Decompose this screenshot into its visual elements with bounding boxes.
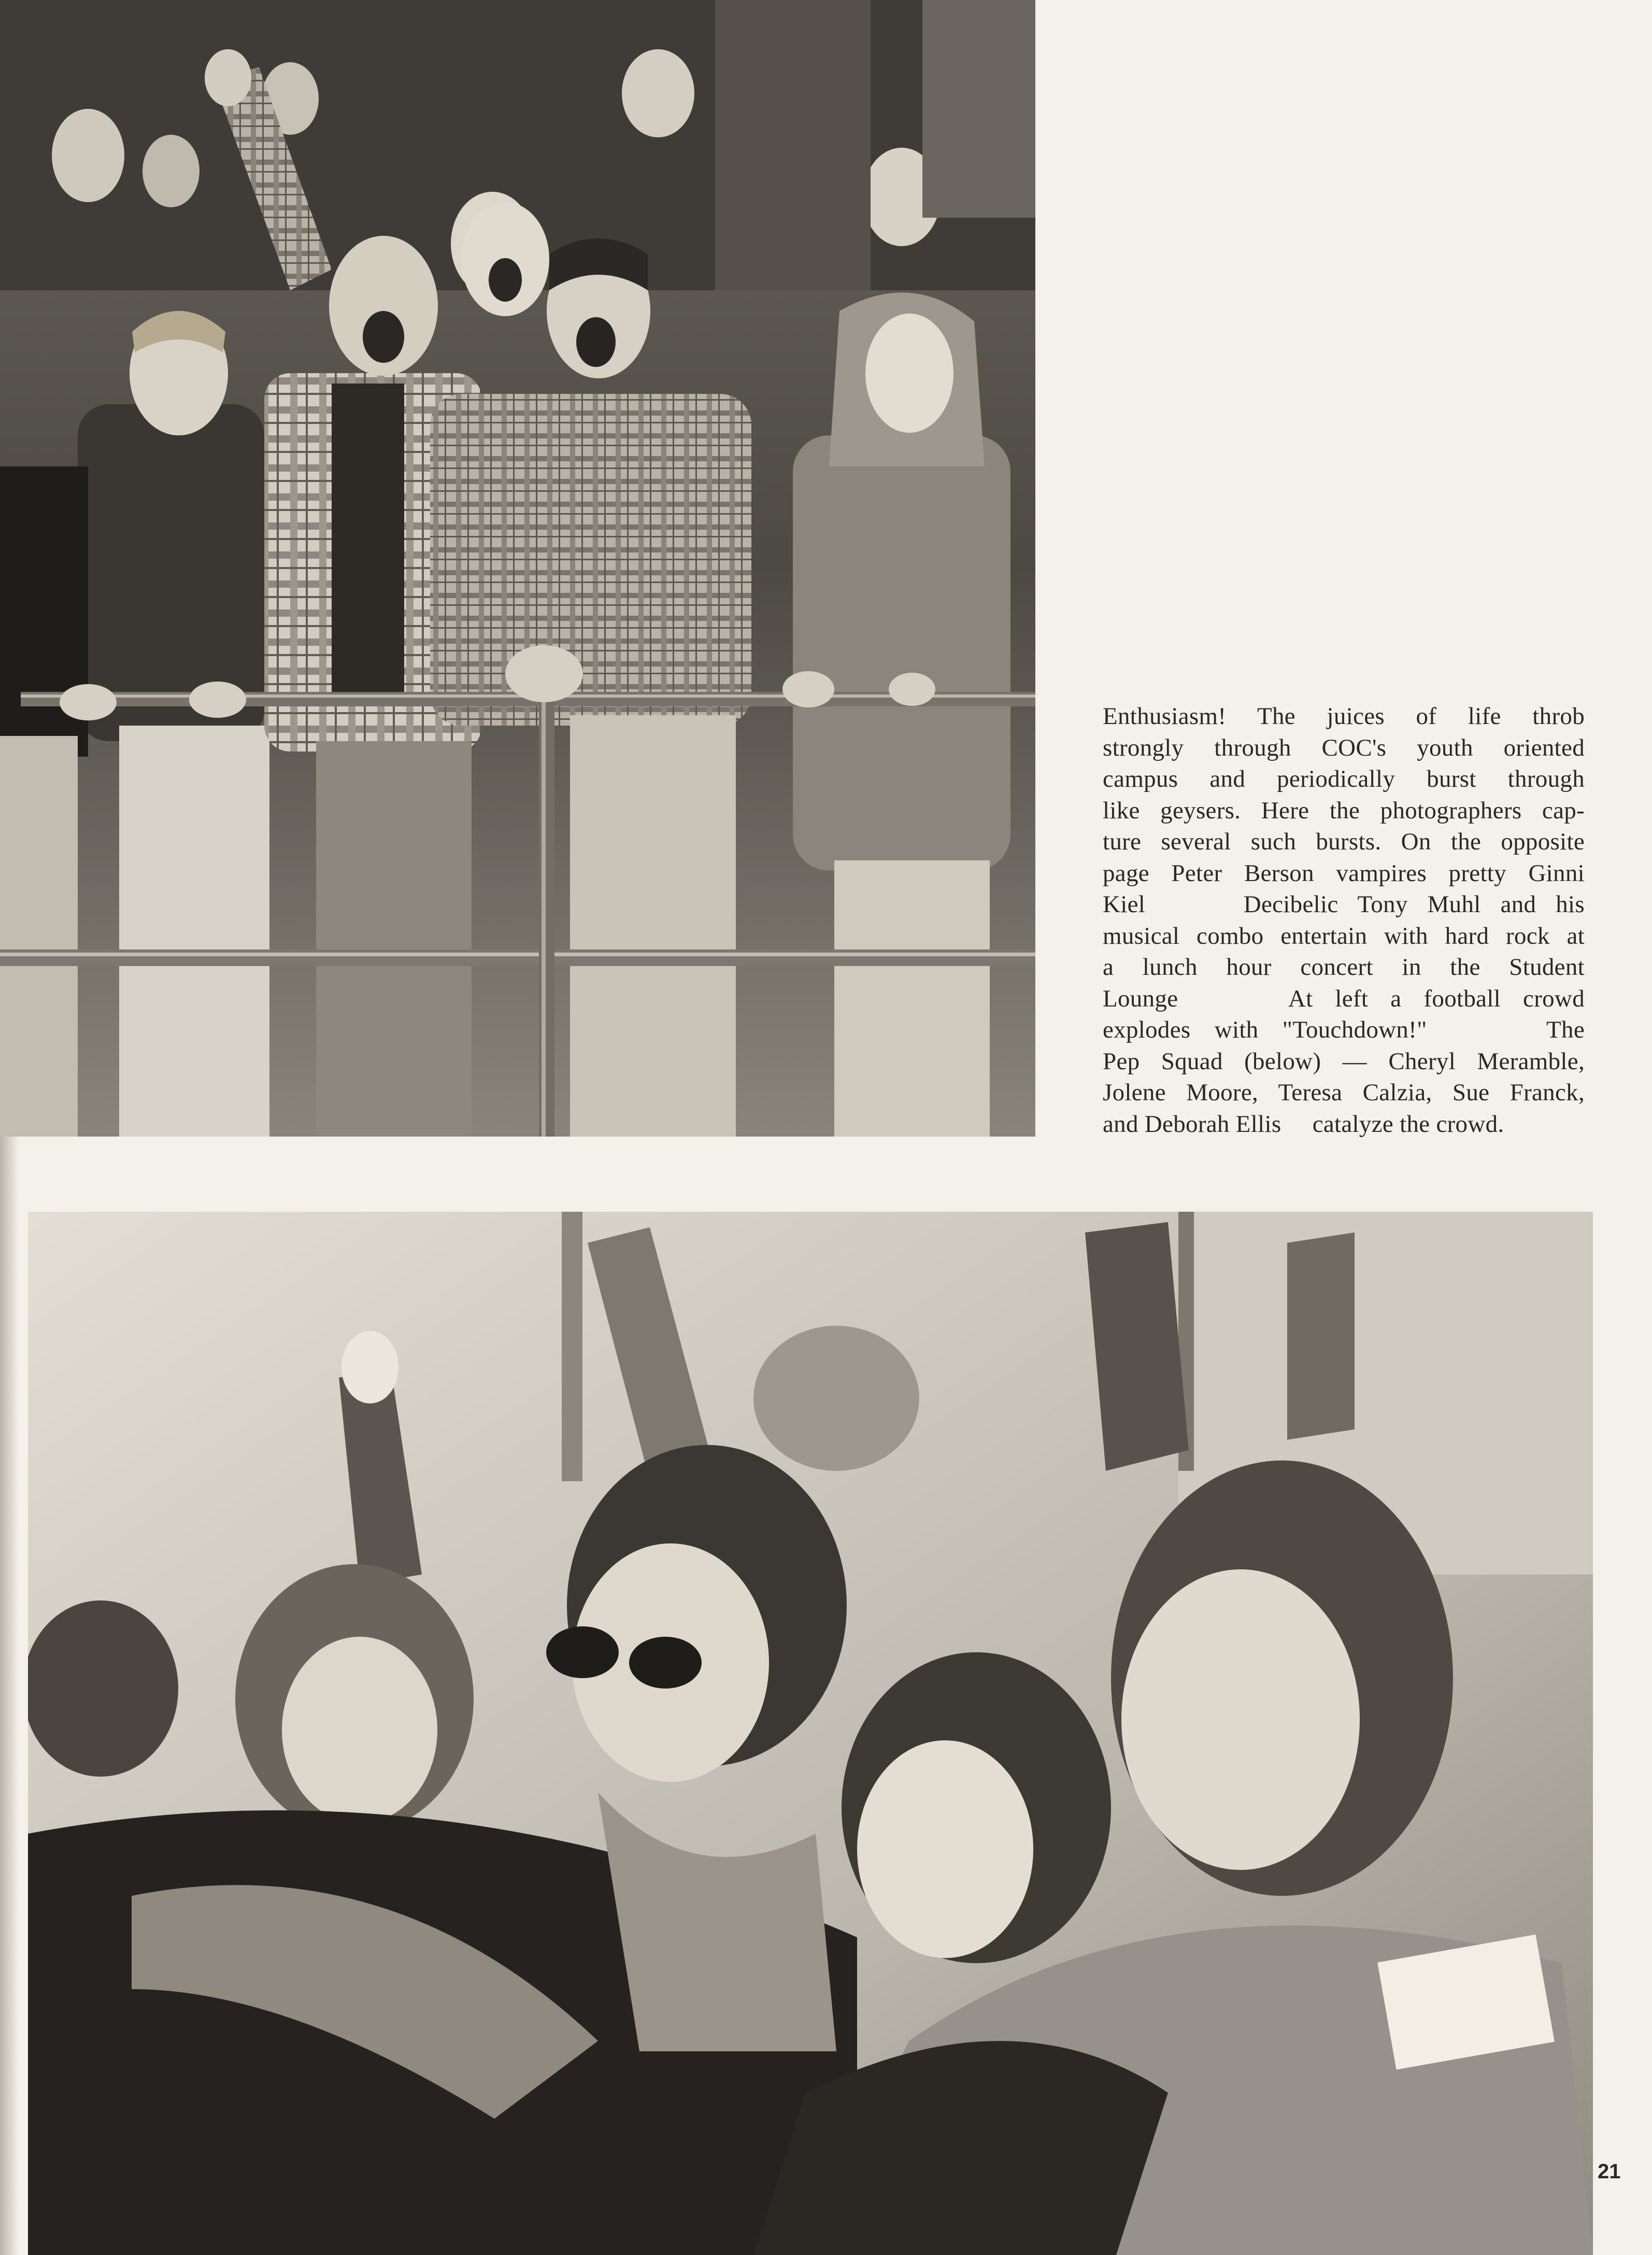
caption-line: Pep Squad (below) — Cheryl Meramble,	[1103, 1047, 1585, 1075]
photo-caption	[1103, 701, 1585, 1140]
caption-line: explodes with "Touchdown!" The	[1103, 1016, 1585, 1043]
caption-line: musical combo entertain with hard rock at	[1103, 922, 1585, 949]
crowd-photo	[0, 0, 1035, 1137]
caption-line: strongly through COC's youth oriented	[1103, 734, 1585, 761]
caption-line: Enthusiasm! The juices of life throb	[1103, 703, 1585, 730]
caption-line: Jolene Moore, Teresa Calzia, Sue Franck,	[1103, 1079, 1585, 1106]
caption-line: campus and periodically burst through	[1103, 765, 1585, 792]
crowd-photo-image	[0, 0, 1035, 1137]
page-number: 21	[1598, 2160, 1621, 2183]
caption-line: page Peter Berson vampires pretty Ginni	[1103, 859, 1585, 887]
pep-squad-photo-image	[28, 1212, 1593, 2255]
caption-line: a lunch hour concert in the Student	[1103, 954, 1585, 981]
caption-line: ture several such bursts. On the opposite	[1103, 828, 1585, 855]
caption-line: and Deborah Ellis catalyze the crowd.	[1103, 1110, 1504, 1138]
pep-squad-photo	[28, 1212, 1593, 2255]
caption-line: like geysers. Here the photographers cap-	[1103, 797, 1585, 824]
caption-line: Kiel Decibelic Tony Muhl and his	[1103, 891, 1585, 918]
caption-line: Lounge At left a football crowd	[1103, 985, 1585, 1012]
